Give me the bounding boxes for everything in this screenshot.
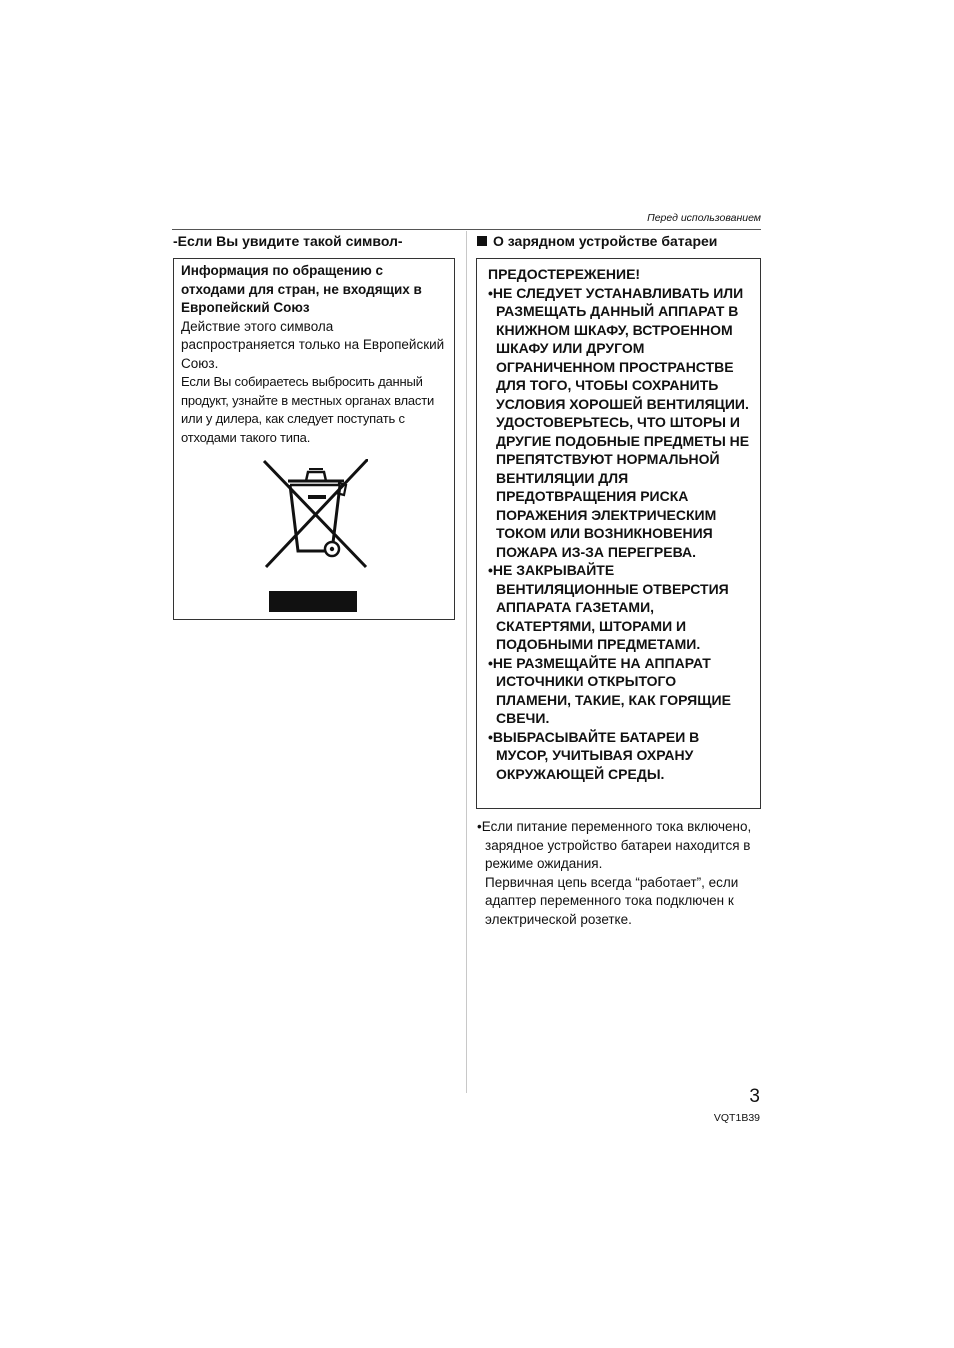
left-heading: -Если Вы увидите такой символ- xyxy=(173,233,403,249)
header-rule xyxy=(172,229,761,230)
standby-note-line-1: •Если питание переменного тока включено, зарядное устройство батареи находится в режиме ожидания. xyxy=(477,819,752,871)
black-bar xyxy=(269,591,357,612)
column-divider xyxy=(466,231,467,1093)
right-heading xyxy=(477,233,717,249)
section-header: Перед использованием xyxy=(647,212,761,224)
doc-code: VQT1B39 xyxy=(713,1112,760,1124)
crossed-out-wheeled-bin-icon xyxy=(262,459,368,571)
eu-disposal-paragraph-1: Действие этого символа распространяется только на Европейский Союз. xyxy=(181,318,445,371)
eu-disposal-title: Информация по обращению с отходами для стран, не входящих в Европейский Союз xyxy=(181,263,422,315)
warning-box xyxy=(476,258,761,809)
warning-item-open-flame: •НЕ РАЗМЕЩАЙТЕ НА АППАРАТ ИСТОЧНИКИ ОТКРЫТОГО ПЛАМЕНИ, ТАКИЕ, КАК ГОРЯЩИЕ СВЕЧИ. xyxy=(488,654,731,726)
black-square-icon xyxy=(477,236,487,246)
right-heading-text: О зарядном устройстве батареи xyxy=(493,233,718,249)
warning-item-batteries: •ВЫБРАСЫВАЙТЕ БАТАРЕИ В МУСОР, УЧИТЫВАЯ ОХРАНУ ОКРУЖАЮЩЕЙ СРЕДЫ. xyxy=(488,728,700,782)
warning-item-ventilation: •НЕ СЛЕДУЕТ УСТАНАВЛИВАТЬ ИЛИ РАЗМЕЩАТЬ ДАННЫЙ АППАРАТ В КНИЖНОМ ШКАФУ, ВСТРОЕННОМ ШКАФУ ИЛИ ДРУГОМ ОГРАНИЧЕННОМ ПРОСТРАНСТВЕ ДЛЯ ТОГО, ЧТОБЫ СОХРАНИТЬ УСЛОВИЯ ХОРОШЕЙ ВЕНТИЛЯЦИИ. УДОСТОВЕРЬТЕСЬ, ЧТО ШТОРЫ И ДРУГИЕ ПОДОБНЫЕ ПРЕДМЕТЫ НЕ ПРЕПЯТСТВУЮТ НОРМАЛЬНОЙ ВЕНТИЛЯЦИИ ДЛЯ ПРЕДОТВРАЩЕНИЯ РИСКА ПОРАЖЕНИЯ ЭЛЕКТРИЧЕСКИМ ТОКОМ ИЛИ ВОЗНИКНОВЕНИЯ ПОЖАРА ИЗ-ЗА ПЕРЕГРЕВА. xyxy=(488,284,750,560)
standby-note-line-2: Первичная цепь всегда “работает”, если адаптер переменного тока подключен к электрической розетке. xyxy=(485,874,739,927)
page-number: 3 xyxy=(749,1086,760,1107)
standby-note xyxy=(477,818,761,929)
eu-disposal-paragraph-2: Если Вы собираетесь выбросить данный продукт, узнайте в местных органах власти или у дилера, как следует поступать с отходами такого типа. xyxy=(181,374,435,445)
eu-disposal-info-box xyxy=(173,258,455,620)
warning-item-openings: •НЕ ЗАКРЫВАЙТЕ ВЕНТИЛЯЦИОННЫЕ ОТВЕРСТИЯ АППАРАТА ГАЗЕТАМИ, СКАТЕРТЯМИ, ШТОРАМИ И ПОДОБНЫМИ ПРЕДМЕТАМИ. xyxy=(488,562,729,652)
warning-title: ПРЕДОСТЕРЕЖЕНИЕ! xyxy=(488,266,641,282)
